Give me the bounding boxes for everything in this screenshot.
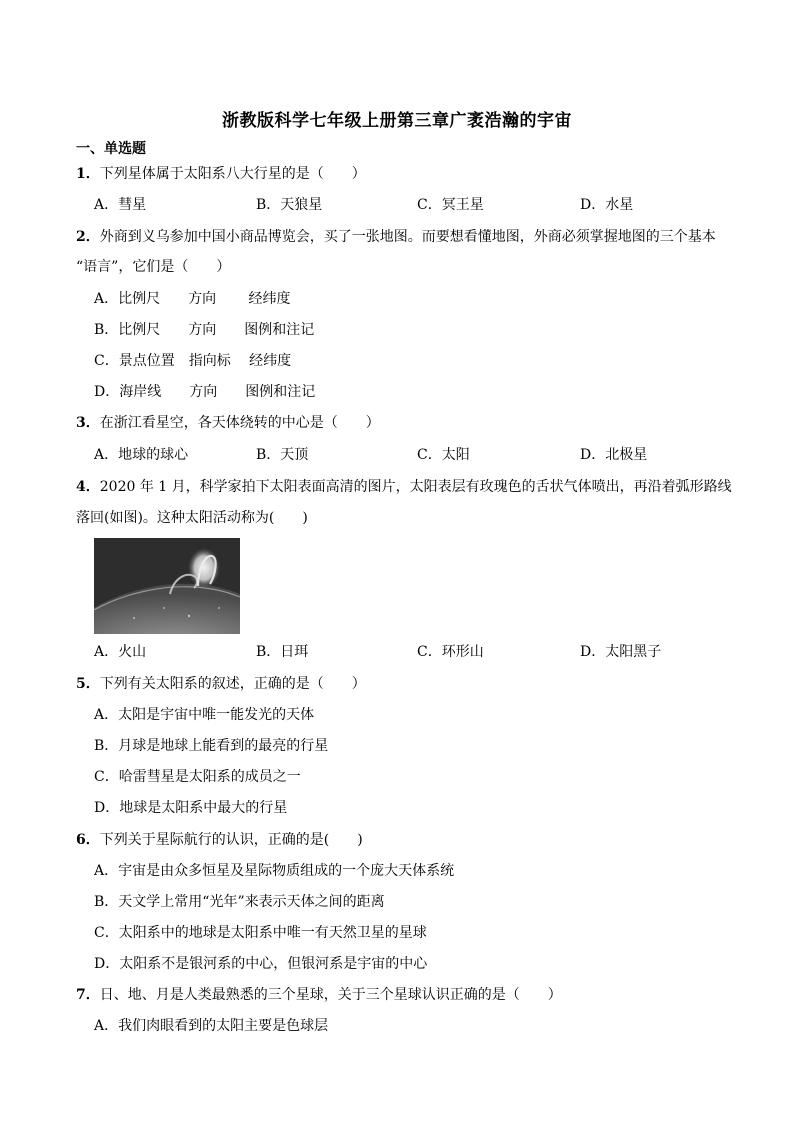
option-b: B．比例尺 方向 图例和注记 bbox=[94, 322, 315, 338]
option-d: D．太阳系不是银河系的中心，但银河系是宇宙的中心 bbox=[94, 956, 428, 972]
option-c: C．太阳系中的地球是太阳系中唯一有天然卫星的星球 bbox=[94, 925, 427, 941]
question-text: 在浙江看星空，各天体绕转的中心是（ ） bbox=[99, 415, 380, 431]
question-6 bbox=[76, 830, 363, 850]
question-number: 7． bbox=[76, 987, 100, 1003]
question-number: 2． bbox=[76, 229, 100, 245]
question-number: 1． bbox=[76, 166, 100, 182]
question-1 bbox=[76, 164, 366, 184]
question-4 bbox=[76, 477, 732, 497]
option-b: B．天顶 bbox=[256, 447, 309, 463]
option-c: C．哈雷彗星是太阳系的成员之一 bbox=[94, 769, 301, 785]
solar-prominence-photo bbox=[94, 538, 240, 634]
option-c: C．环形山 bbox=[417, 644, 484, 660]
question-text: 下列有关太阳系的叙述，正确的是（ ） bbox=[99, 676, 366, 692]
question-7 bbox=[76, 985, 562, 1005]
page-title: 浙教版科学七年级上册第三章广袤浩瀚的宇宙 bbox=[222, 111, 572, 131]
option-d: D．水星 bbox=[580, 197, 634, 213]
option-b: B．天狼星 bbox=[256, 197, 323, 213]
option-a: A．我们肉眼看到的太阳主要是色球层 bbox=[94, 1018, 329, 1034]
option-b: B．日珥 bbox=[256, 644, 309, 660]
question-text: 日、地、月是人类最熟悉的三个星球，关于三个星球认识正确的是（ ） bbox=[99, 987, 562, 1003]
option-c: C．太阳 bbox=[417, 447, 470, 463]
option-a: A．宇宙是由众多恒星及星际物质组成的一个庞大天体系统 bbox=[94, 863, 455, 879]
option-d: D．太阳黑子 bbox=[580, 644, 662, 660]
question-text: 2020 年 1 月，科学家拍下太阳表面高清的图片，太阳表层有玫瑰色的舌状气体喷出，再沿着弧形路线 bbox=[99, 479, 732, 495]
option-a: A．太阳是宇宙中唯一能发光的天体 bbox=[94, 707, 315, 723]
option-c: C．景点位置 指向标 经纬度 bbox=[94, 353, 292, 369]
question-2-continued: “语言”，它们是（ ） bbox=[76, 259, 231, 275]
question-text: 下列星体属于太阳系八大行星的是（ ） bbox=[99, 166, 366, 182]
option-d: D．地球是太阳系中最大的行星 bbox=[94, 800, 288, 816]
option-a: A．比例尺 方向 经纬度 bbox=[94, 291, 291, 307]
option-c: C．冥王星 bbox=[417, 197, 484, 213]
question-4-continued: 落回(如图)。这种太阳活动称为( ) bbox=[76, 510, 308, 526]
option-d: D．北极星 bbox=[580, 447, 648, 463]
option-b: B．天文学上常用“光年”来表示天体之间的距离 bbox=[94, 894, 385, 910]
option-a: A．彗星 bbox=[94, 197, 147, 213]
question-text: 外商到义乌参加中国小商品博览会，买了一张地图。而要想看懂地图，外商必须掌握地图的三个基本 bbox=[99, 229, 716, 245]
option-b: B．月球是地球上能看到的最亮的行星 bbox=[94, 738, 329, 754]
question-text: 下列关于星际航行的认识，正确的是( ) bbox=[99, 832, 363, 848]
option-d: D．海岸线 方向 图例和注记 bbox=[94, 384, 316, 400]
section-heading: 一、单选题 bbox=[76, 141, 146, 157]
question-number: 3． bbox=[76, 415, 100, 431]
question-5 bbox=[76, 674, 366, 694]
question-2 bbox=[76, 227, 716, 247]
question-number: 4． bbox=[76, 479, 100, 495]
question-number: 6． bbox=[76, 832, 100, 848]
option-a: A．地球的球心 bbox=[94, 447, 189, 463]
question-3 bbox=[76, 413, 380, 433]
question-number: 5． bbox=[76, 676, 100, 692]
option-a: A．火山 bbox=[94, 644, 147, 660]
